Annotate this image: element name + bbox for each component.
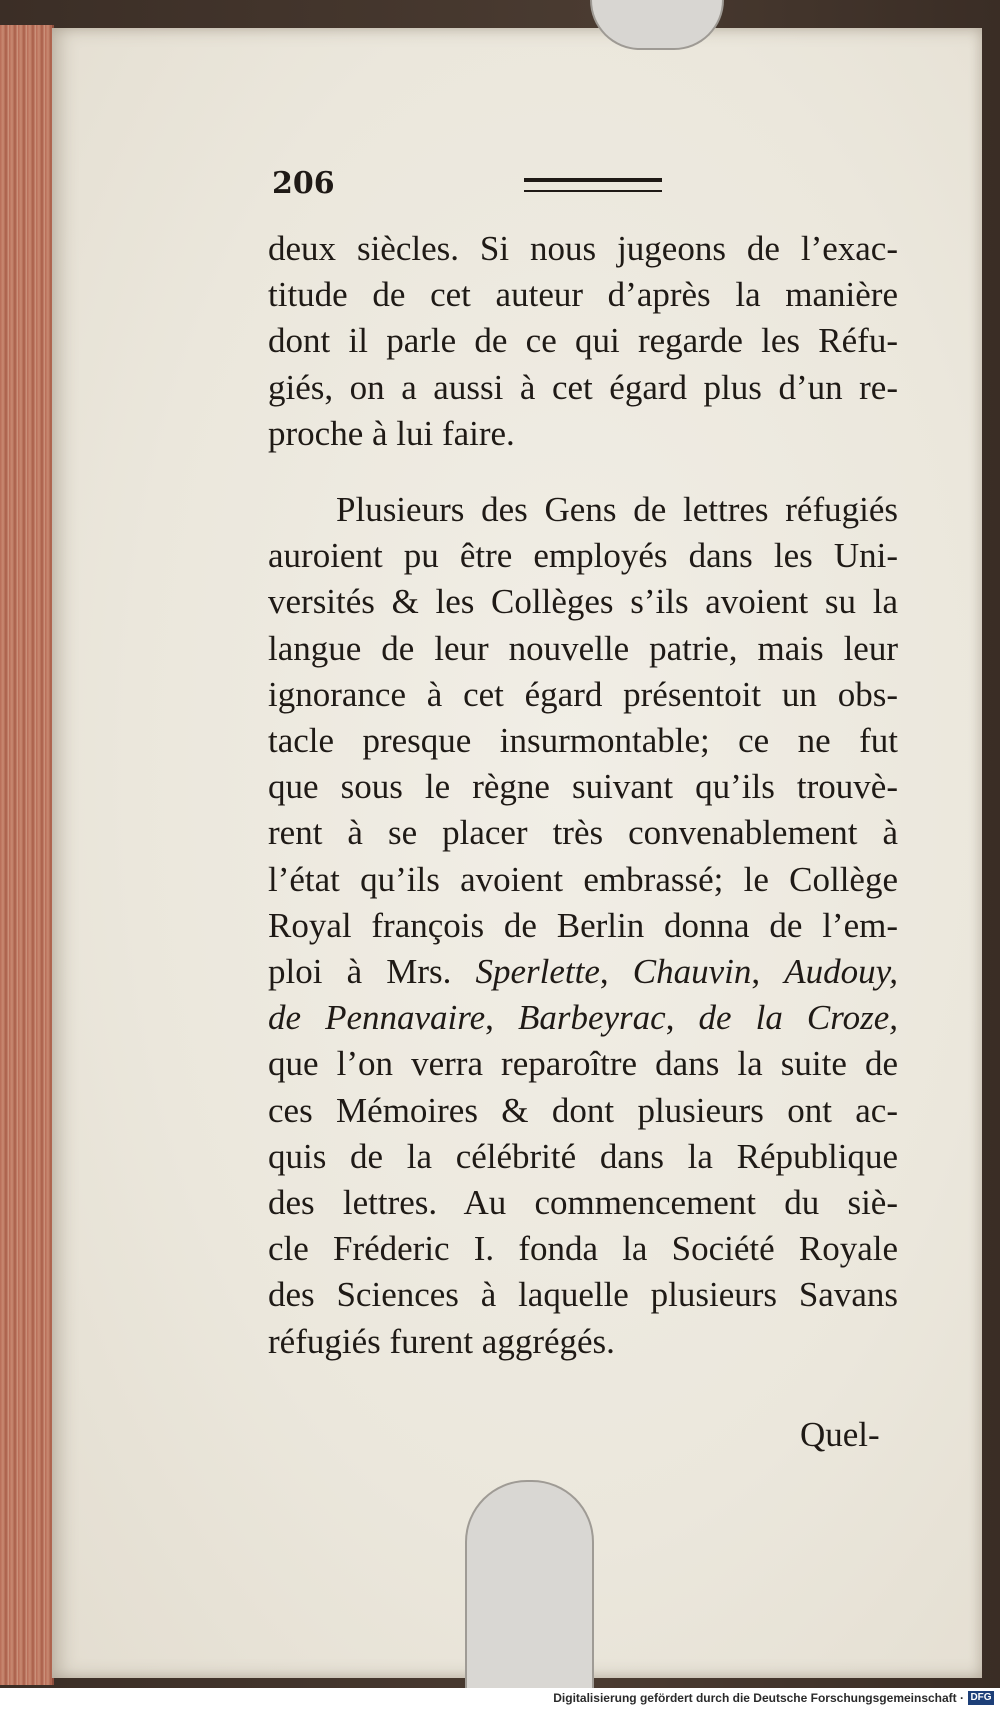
text-line: Plusieurs des Gens de lettres réfugiés — [336, 490, 898, 530]
text-line: langue de leur nouvelle patrie, mais leur — [268, 628, 898, 668]
text-line: dont il parle de ce qui regarde les Réfu- — [268, 321, 898, 361]
name-pennavaire: de Pennavaire — [268, 998, 486, 1038]
catchword: Quel- — [800, 1415, 880, 1454]
text-line-names: ploi à Mrs. Sperlette, Chauvin, Audouy, — [268, 952, 898, 992]
text-line: deux siècles. Si nous jugeons de l’exac- — [268, 229, 898, 268]
text-fragment: ploi à Mrs. — [268, 952, 476, 992]
text-line: réfugiés furent aggrégés. — [268, 1321, 615, 1361]
text-line: des lettres. Au commencement du siè- — [268, 1183, 898, 1223]
text-line: giés, on a aussi à cet égard plus d’un re- — [268, 367, 898, 407]
text-line: rent à se placer très convenablement à — [268, 813, 898, 853]
body-text — [268, 226, 898, 1365]
page-header — [272, 166, 912, 206]
text-line: l’état qu’ils avoient embrassé; le Collège — [268, 859, 898, 899]
name-croze: de la Croze, — [698, 998, 898, 1038]
text-line-names: de Pennavaire, Barbeyrac, de la Croze, — [268, 998, 898, 1038]
text-line: ces Mémoires & dont plusieurs ont ac- — [268, 1090, 898, 1130]
text-line: proche à lui faire. — [268, 413, 515, 453]
name-audouy: Audouy, — [784, 952, 898, 992]
dfg-logo: DFG — [968, 1691, 994, 1705]
footer-credit: Digitalisierung gefördert durch die Deutsche Forschungsgemeinschaft · — [553, 1691, 964, 1705]
text-line: auroient pu être employés dans les Uni- — [268, 536, 898, 576]
text-line: que sous le règne suivant qu’ils trouvè- — [268, 767, 898, 807]
text-line: quis de la célébrité dans la République — [268, 1136, 898, 1176]
digitization-footer — [0, 1688, 1000, 1709]
text-line: versités & les Collèges s’ils avoient su la — [268, 582, 898, 622]
text-line: que l’on verra reparoître dans la suite de — [268, 1044, 898, 1084]
text-line: Royal françois de Berlin donna de l’em- — [268, 905, 898, 945]
text-line: des Sciences à laquelle plusieurs Savans — [268, 1275, 898, 1315]
page-clip-bottom — [465, 1480, 594, 1697]
book-page-edges — [0, 25, 54, 1685]
text-line: ignorance à cet égard présentoit un obs- — [268, 674, 898, 714]
name-sperlette: Sperlette — [475, 952, 600, 992]
header-rule — [524, 178, 662, 192]
name-barbeyrac: Barbeyrac — [517, 998, 666, 1038]
text-line: tacle presque insurmontable; ce ne fut — [268, 721, 898, 761]
page-number: 206 — [272, 166, 335, 201]
paragraph-gap — [268, 457, 898, 487]
name-chauvin: Chauvin — [632, 952, 752, 992]
text-line: titude de cet auteur d’après la manière — [268, 275, 898, 315]
text-line: cle Fréderic I. fonda la Société Royale — [268, 1229, 898, 1269]
